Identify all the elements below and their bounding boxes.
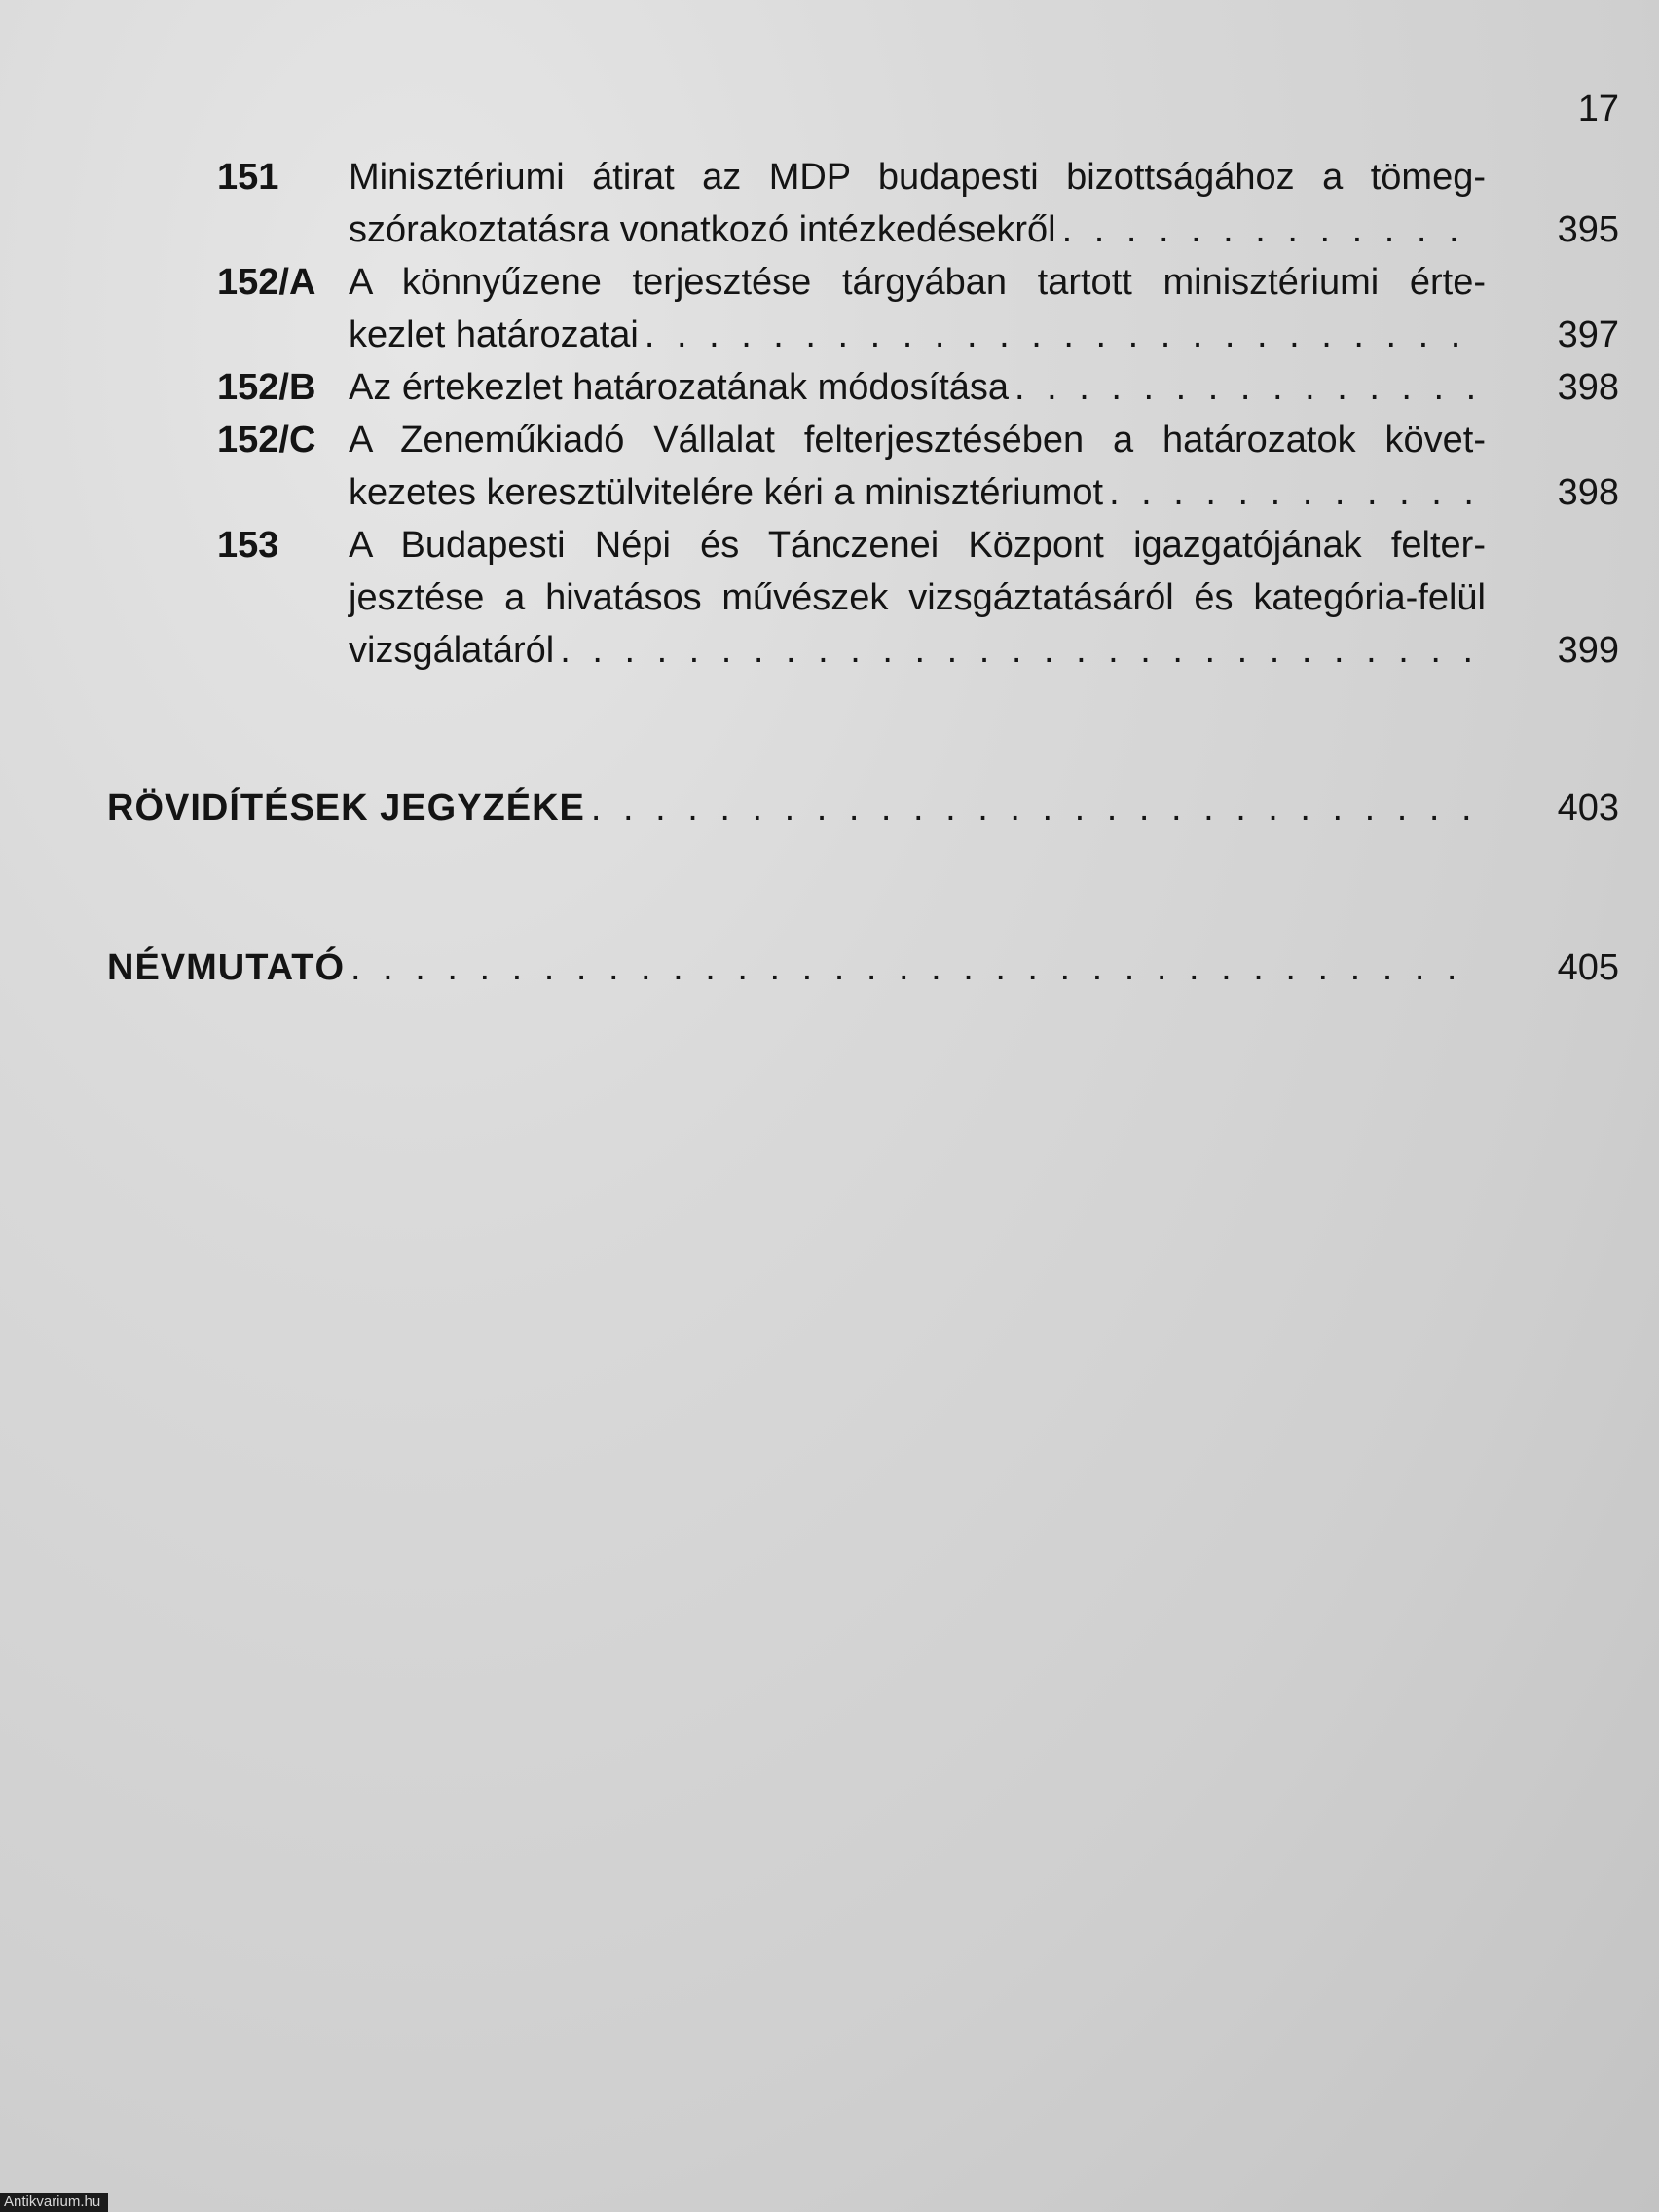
entry-line: Minisztériumi átirat az MDP budapesti bizottságához a tömeg- bbox=[349, 157, 1486, 198]
toc-entries bbox=[0, 151, 1659, 677]
entry-text bbox=[349, 151, 1486, 256]
section-page: 405 bbox=[1557, 947, 1619, 988]
section-title: NÉVMUTATÓ bbox=[107, 947, 346, 988]
entry-line: jesztése a hivatásos művészek vizsgáztatásáról és kategória-felül bbox=[349, 577, 1486, 618]
section-page: 403 bbox=[1557, 788, 1619, 829]
watermark-label: Antikvarium.hu bbox=[0, 2193, 108, 2212]
entry-last-line bbox=[349, 466, 1486, 519]
entry-number: 152/B bbox=[217, 367, 316, 408]
entry-line: Az értekezlet határozatának módosítása bbox=[349, 367, 1010, 408]
entry-page: 398 bbox=[1557, 472, 1619, 513]
toc-entry-152c bbox=[0, 414, 1659, 519]
section-line bbox=[107, 779, 1487, 837]
entry-text bbox=[349, 519, 1486, 677]
entry-number: 153 bbox=[217, 525, 279, 566]
dot-leader bbox=[1109, 466, 1480, 519]
toc-entry-152b bbox=[0, 361, 1659, 414]
entry-line: kezlet határozatai bbox=[349, 314, 639, 355]
entry-number: 151 bbox=[217, 157, 279, 198]
entry-line: vizsgálatáról bbox=[349, 630, 555, 671]
entry-line: szórakoztatásra vonatkozó intézkedésekről bbox=[349, 209, 1056, 250]
toc-entry-151 bbox=[0, 151, 1659, 256]
entry-text bbox=[349, 361, 1486, 414]
toc-entry-152a bbox=[0, 256, 1659, 361]
section-name-index bbox=[107, 939, 1619, 997]
entry-number: 152/A bbox=[217, 262, 316, 303]
entry-line: kezetes keresztülvitelére kéri a minisztériumot bbox=[349, 472, 1104, 513]
entry-line: A Budapesti Népi és Tánczenei Központ igazgatójának felter- bbox=[349, 525, 1486, 566]
page-number: 17 bbox=[1577, 89, 1619, 129]
entry-page: 395 bbox=[1557, 209, 1619, 250]
entry-text bbox=[349, 256, 1486, 361]
entry-last-line bbox=[349, 361, 1486, 414]
dot-leader bbox=[1014, 361, 1480, 414]
section-title: RÖVIDÍTÉSEK JEGYZÉKE bbox=[107, 788, 585, 829]
entry-last-line bbox=[349, 624, 1486, 677]
entry-text bbox=[349, 414, 1486, 519]
dot-leader bbox=[1062, 203, 1480, 256]
dot-leader bbox=[560, 624, 1480, 677]
entry-last-line bbox=[349, 203, 1486, 256]
entry-line: A Zeneműkiadó Vállalat felterjesztésében a határozatok követ- bbox=[349, 420, 1486, 461]
dot-leader bbox=[350, 939, 1481, 997]
toc-entry-153 bbox=[0, 519, 1659, 677]
entry-page: 399 bbox=[1557, 630, 1619, 671]
dot-leader bbox=[591, 779, 1481, 837]
dot-leader bbox=[645, 309, 1480, 361]
entry-last-line bbox=[349, 309, 1486, 361]
section-line bbox=[107, 939, 1487, 997]
entry-page: 398 bbox=[1557, 367, 1619, 408]
entry-number: 152/C bbox=[217, 420, 316, 461]
entry-page: 397 bbox=[1557, 314, 1619, 355]
section-abbreviations bbox=[107, 779, 1619, 837]
entry-line: A könnyűzene terjesztése tárgyában tartott minisztériumi érte- bbox=[349, 262, 1486, 303]
